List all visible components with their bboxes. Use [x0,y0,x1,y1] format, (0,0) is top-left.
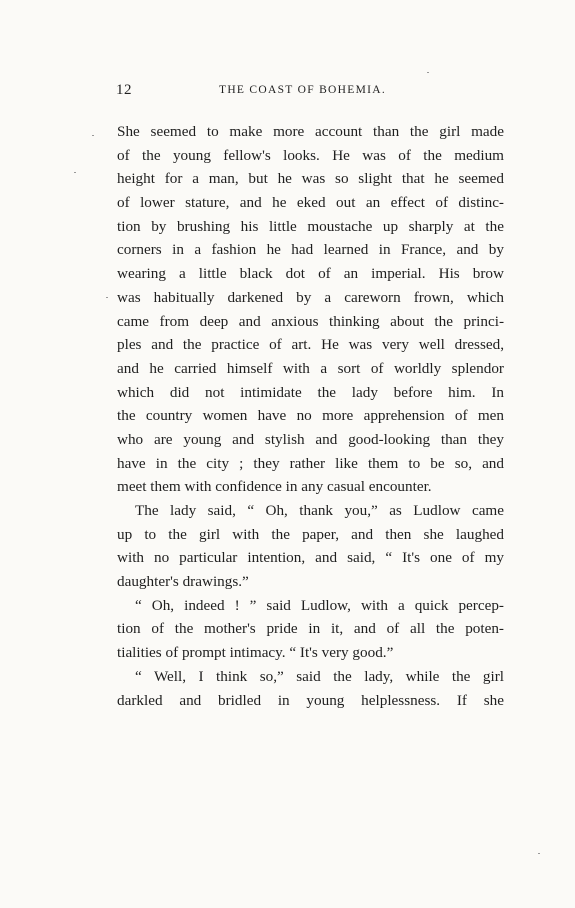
text-line: tion of the mother's pride in it, and of all the poten- [117,620,504,638]
text-line: tialities of prompt intimacy. “ It's very good.” [117,644,394,662]
text-line: of the young fellow's looks. He was of the medium [117,146,504,164]
paper-speck [106,297,108,298]
text-line: wearing a little black dot of an imperial. His brow [117,265,504,283]
paper-speck [74,172,76,173]
page-number: 12 [116,82,132,98]
text-line: darkled and bridled in young helplessness. If she [117,691,504,709]
text-line: came from deep and anxious thinking about the princi- [117,312,504,330]
text-line: tion by brushing his little moustache up sharply at the [117,217,504,235]
text-line: which did not intimidate the lady before him. In [117,383,504,401]
page-header [116,82,506,102]
text-line: meet them with confidence in any casual encounter. [117,478,432,496]
text-line: was habitually darkened by a careworn frown, which [117,288,504,306]
text-line: “ Oh, indeed ! ” said Ludlow, with a quick percep- [135,596,504,614]
text-line: ples and the practice of art. He was very well dressed, [117,336,504,354]
paper-speck [92,135,94,136]
text-line: up to the girl with the paper, and then she laughed [117,525,504,543]
text-line: height for a man, but he was so slight that he seemed [117,170,504,188]
paper-speck [538,853,540,854]
text-line: who are young and stylish and good-looking than they [117,430,504,448]
text-line: corners in a fashion he had learned in France, and by [117,241,504,259]
text-line: with no particular intention, and said, “ It's one of my [117,549,504,567]
text-line: She seemed to make more account than the girl made [117,123,504,140]
text-line: the country women have no more apprehension of men [117,407,504,425]
body-text [117,120,504,712]
text-line: The lady said, “ Oh, thank you,” as Ludlow came [135,502,504,519]
running-title: THE COAST OF BOHEMIA. [219,84,387,96]
text-line: and he carried himself with a sort of worldly splendor [117,359,504,377]
paper-speck [427,72,429,73]
text-line: of lower stature, and he eked out an effect of distinc- [117,194,504,212]
text-line: have in the city ; they rather like them to be so, and [117,454,504,472]
text-line: daughter's drawings.” [117,573,249,591]
text-line: “ Well, I think so,” said the lady, while the girl [135,667,504,685]
